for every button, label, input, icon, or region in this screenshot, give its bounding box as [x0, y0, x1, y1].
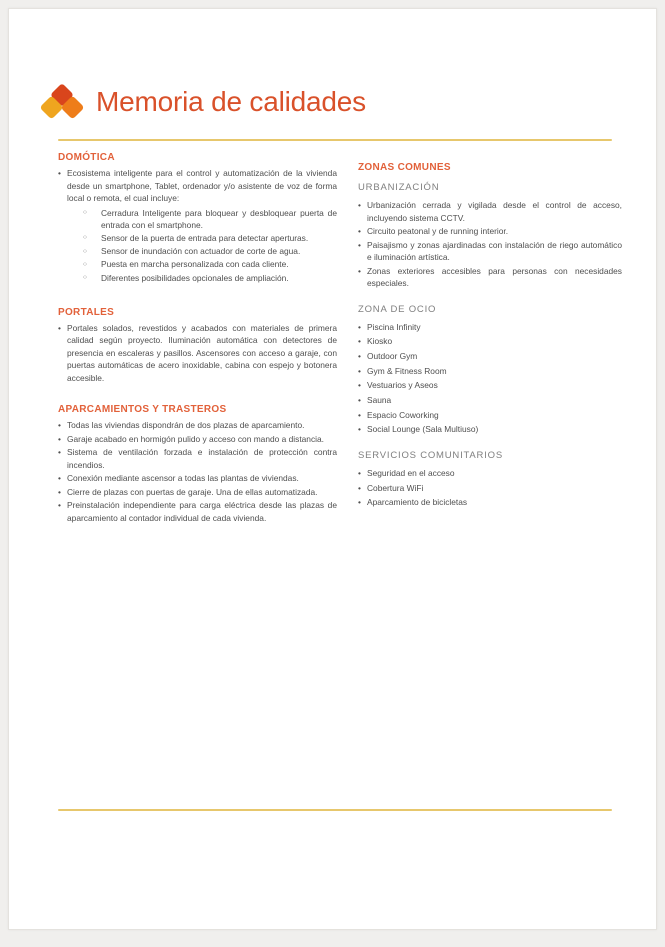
page-title: Memoria de calidades — [96, 86, 366, 117]
subsection-servicios-comunitarios — [358, 450, 622, 509]
bullet-item: • Kiosko — [358, 335, 622, 348]
bullet-item: • Piscina Infinity — [358, 321, 622, 334]
subsection-zona-de-ocio — [358, 304, 622, 436]
section-heading: APARCAMIENTOS Y TRASTEROS — [58, 404, 227, 416]
bullet-item: • Cobertura WiFi — [358, 482, 622, 495]
bullet-item: • Gym & Fitness Room — [358, 365, 622, 378]
brand-logo-icon — [39, 81, 85, 123]
sub-bullet-item: ○ Diferentes posibilidades opcionales de ampliación. — [58, 272, 337, 284]
section-heading: PORTALES — [58, 306, 115, 318]
bullet-item: • Seguridad en el acceso — [358, 467, 622, 480]
bullet-list — [358, 467, 622, 509]
bullet-list — [58, 167, 337, 205]
footer-divider-line — [58, 809, 612, 811]
sub-bullet-item: ○ Sensor de la puerta de entrada para detectar aperturas. — [58, 232, 337, 244]
document-page — [8, 8, 657, 930]
bullet-item: • Cierre de plazas con puertas de garaje. Una de ellas automatizada. — [58, 486, 337, 499]
bullet-item: • Circuito peatonal y de running interior. — [358, 225, 622, 238]
left-column — [58, 152, 337, 525]
section-aparcamientos — [58, 404, 337, 524]
bullet-item: • Zonas exteriores accesibles para personas con necesidades especiales. — [358, 265, 622, 290]
bullet-item: • Conexión mediante ascensor a todas las plantas de viviendas. — [58, 472, 337, 485]
sub-bullet-list — [58, 207, 337, 284]
bullet-item: • Garaje acabado en hormigón pulido y acceso con mando a distancia. — [58, 433, 337, 446]
bullet-item: • Preinstalación independiente para carga eléctrica desde las plazas de aparcamiento al contador individual de cada vivienda. — [58, 499, 337, 524]
subsection-heading: SERVICIOS COMUNITARIOS — [358, 449, 503, 461]
bullet-list — [58, 322, 337, 385]
subsection-heading: ZONA DE OCIO — [358, 303, 437, 315]
bullet-list — [58, 419, 337, 524]
section-portales — [58, 307, 337, 385]
section-heading: ZONAS COMUNES — [358, 162, 451, 173]
bullet-item: • Outdoor Gym — [358, 350, 622, 363]
bullet-item: • Paisajismo y zonas ajardinadas con instalación de riego automático e iluminación artística. — [358, 239, 622, 264]
subsection-heading: URBANIZACIÓN — [358, 182, 440, 193]
bullet-item: • Vestuarios y Aseos — [358, 379, 622, 392]
bullet-item: • Social Lounge (Sala Multiuso) — [358, 423, 622, 436]
subsection-urbanizacion — [358, 182, 622, 290]
header-divider-line — [58, 139, 612, 141]
bullet-item: • Sistema de ventilación forzada e instalación de protección contra incendios. — [58, 446, 337, 471]
bullet-item: • Portales solados, revestidos y acabados con materiales de primera calidad según proyecto. Iluminación automática con detectores de presencia en escaleras y pasillos. Ascensores con acceso a garaje, con puertas automáticas de acero inoxidable, cabina con espejo y botonera accesible. — [58, 322, 337, 385]
section-domotica — [58, 152, 337, 284]
bullet-item: • Ecosistema inteligente para el control y automatización de la vivienda desde un smartphone, Tablet, ordenador y/o asistente de voz de forma local o remota, el cual incluye: — [58, 167, 337, 205]
sub-bullet-item: ○ Sensor de inundación con actuador de corte de agua. — [58, 245, 337, 257]
bullet-item: • Todas las viviendas dispondrán de dos plazas de aparcamiento. — [58, 419, 337, 432]
section-heading: DOMÓTICA — [58, 152, 115, 163]
bullet-item: • Aparcamiento de bicicletas — [358, 496, 622, 509]
bullet-list — [358, 199, 622, 290]
bullet-item: • Espacio Coworking — [358, 409, 622, 422]
right-column — [358, 162, 622, 511]
bullet-item: • Urbanización cerrada y vigilada desde el control de acceso, incluyendo sistema CCTV. — [358, 199, 622, 224]
page-header — [39, 81, 366, 123]
sub-bullet-item: ○ Cerradura Inteligente para bloquear y desbloquear puerta de entrada con el smartphone. — [58, 207, 337, 231]
bullet-list — [358, 321, 622, 436]
sub-bullet-item: ○ Puesta en marcha personalizada con cada cliente. — [58, 258, 337, 270]
bullet-item: • Sauna — [358, 394, 622, 407]
